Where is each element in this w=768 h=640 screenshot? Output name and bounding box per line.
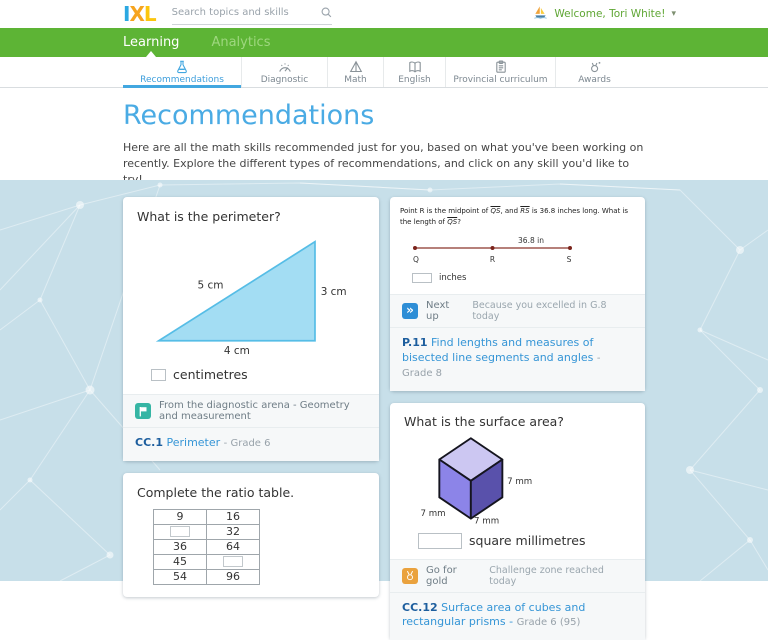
skill-code: CC.12 <box>402 600 438 614</box>
tab-label: Diagnostic <box>260 75 309 85</box>
ratio-answer-input[interactable] <box>223 556 243 567</box>
table-row: 32 <box>154 524 260 539</box>
point-r-label: R <box>489 255 496 264</box>
question-text: What is the surface area? <box>404 413 564 429</box>
triangle-diagram <box>153 234 355 358</box>
unit-label: inches <box>439 273 467 283</box>
top-bar <box>0 0 768 28</box>
point-s-label: S <box>566 255 572 264</box>
question-text: What is the perimeter? <box>137 209 281 224</box>
left-column <box>123 197 379 640</box>
skill-link[interactable] <box>123 427 379 461</box>
ixl-logo[interactable]: I X L <box>123 2 156 26</box>
segment-diagram <box>412 236 577 266</box>
tab-label: Math <box>344 75 367 85</box>
sailboat-avatar-icon <box>533 5 548 23</box>
pyramid-icon <box>349 60 363 74</box>
account-menu[interactable] <box>533 5 676 23</box>
skill-link[interactable] <box>390 327 645 391</box>
hypotenuse-label: 5 cm <box>197 279 224 292</box>
edge-label-bottom-center: 7 mm <box>474 515 500 526</box>
recommendation-type-row <box>390 559 645 592</box>
gold-medal-icon <box>402 568 418 584</box>
tab-label: Provincial curriculum <box>453 75 548 85</box>
table-row: 54 96 <box>154 569 260 584</box>
skill-grade: - Grade 6 <box>223 438 271 449</box>
recommendation-type-row <box>390 294 645 327</box>
cube-diagram <box>422 435 552 525</box>
skill-link[interactable] <box>390 592 645 640</box>
question-text: Complete the ratio table. <box>137 484 295 500</box>
page-title: Recommendations <box>123 100 375 131</box>
unit-label: centimetres <box>173 367 248 382</box>
perimeter-card <box>123 197 379 461</box>
recommendations-icon <box>175 60 189 74</box>
hero-section <box>0 88 768 180</box>
tab-label: English <box>398 75 431 85</box>
search-icon[interactable] <box>321 3 332 22</box>
answer-input[interactable] <box>418 533 462 549</box>
recommendation-reason: Because you excelled in G.8 today <box>472 300 607 322</box>
answer-input[interactable] <box>151 369 166 381</box>
main-nav <box>0 28 768 57</box>
next-up-icon: » <box>402 303 418 319</box>
right-column <box>390 197 645 640</box>
open-book-icon <box>408 60 422 74</box>
tab-math[interactable] <box>327 57 383 87</box>
tab-english[interactable] <box>383 57 445 87</box>
gauge-icon <box>278 60 292 74</box>
skill-grade: Grade 6 (95) <box>516 617 581 629</box>
recommendation-type-row <box>123 394 379 427</box>
table-row: 45 <box>154 554 260 569</box>
segment-length-label: 36.8 in <box>518 236 544 245</box>
ratio-table-card <box>123 473 379 597</box>
tab-provincial-curriculum[interactable] <box>445 57 555 87</box>
ratio-answer-input[interactable] <box>170 526 190 537</box>
nav-learning[interactable]: Learning <box>123 28 179 57</box>
recommendations-board <box>0 180 768 629</box>
recommendation-type-label: Next up <box>426 300 450 322</box>
skill-name: Surface area of cubes and rectangular prisms - <box>402 600 586 629</box>
skill-grade: - Grade 8 <box>402 352 601 379</box>
table-row: 36 64 <box>154 539 260 554</box>
base-label: 4 cm <box>223 345 250 358</box>
tab-diagnostic[interactable] <box>241 57 327 87</box>
search-box <box>172 3 332 25</box>
height-label: 3 cm <box>320 286 347 299</box>
tab-label: Recommendations <box>140 75 224 85</box>
skill-name: Perimeter <box>166 436 221 449</box>
chevron-down-icon: ▾ <box>671 9 676 19</box>
clipboard-icon <box>494 60 508 74</box>
nav-analytics[interactable]: Analytics <box>211 35 271 50</box>
skill-code: P.11 <box>402 336 428 349</box>
tab-awards[interactable] <box>555 57 633 87</box>
card-columns <box>123 197 645 640</box>
table-row: 9 16 <box>154 509 260 524</box>
recommendation-reason: Challenge zone reached today <box>489 564 604 587</box>
recommendation-type-label: Go for gold <box>426 564 457 587</box>
midpoint-card <box>390 197 645 391</box>
tab-bar <box>0 57 768 88</box>
answer-input[interactable] <box>412 273 432 283</box>
unit-label: square millimetres <box>469 533 586 549</box>
surface-area-card <box>390 403 645 640</box>
flag-icon <box>135 403 151 419</box>
medal-icon <box>588 60 602 74</box>
skill-name: Find lengths and measures of bisected line segments and angles <box>402 336 594 364</box>
welcome-text: Welcome, Tori White! <box>554 8 666 20</box>
point-q-label: Q <box>413 255 419 264</box>
edge-label-bottom-left: 7 mm <box>420 508 446 519</box>
recommendation-type-label: From the diagnostic arena - Geometry and measurement <box>159 400 350 422</box>
tab-label: Awards <box>578 75 611 85</box>
question-text: Point R is the midpoint of $\overline{QS}$, and $\overline{RS}$ is 36.8 inches long. What is the length of $\overline{QS}$? <box>400 207 629 226</box>
ratio-table <box>153 509 260 585</box>
search-input[interactable] <box>172 7 321 18</box>
page-description: Here are all the math skills recommended just for you, based on what you've been working on recently. Explore the different types of recommendations, and click on any skill you'd like to <box>123 141 644 170</box>
tab-recommendations[interactable] <box>123 57 241 87</box>
edge-label-right: 7 mm <box>507 476 533 487</box>
skill-code: CC.1 <box>135 436 163 449</box>
